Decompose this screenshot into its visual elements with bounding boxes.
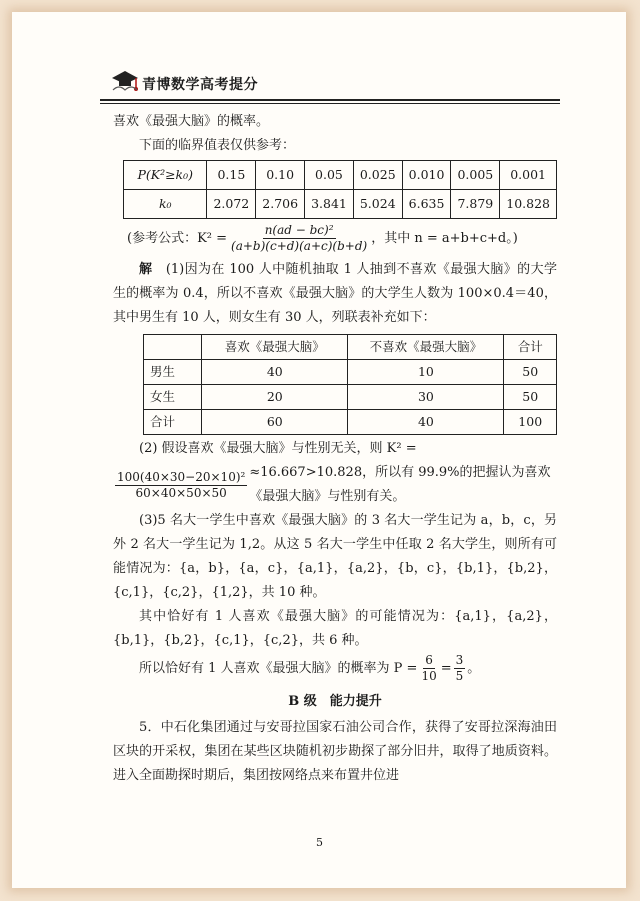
sentence-end: 。 [467,660,481,676]
table-header-row [144,335,557,360]
graduation-cap-logo-icon [110,66,140,94]
solution-part-3: (3)5 名大一学生中喜欢《最强大脑》的 3 名大一学生记为 a，b，c，另外 2 名大一学生记为 1,2。从这 5 名大一学生中任取 2 名大学生，则所有可能情况为：{a，b}，{a，c}，{a,1}，{a,2}，{b，c}，{b,1}，{b,2}，{c,1}，{c,2}，{1,2}，共 10 种。 [113,513,557,600]
table-cell: P(K²≥k₀) [124,161,207,190]
solution-part-2-formula [113,461,557,509]
table-cell: 女生 [144,385,202,410]
table-cell: k₀ [124,190,207,219]
question-5: 5．中石化集团通过与安哥拉国家石油公司合作，获得了安哥拉深海油田区块的开采权，集团在某些区块随机初步勘探了部分旧井，取得了地质资料。进入全面勘探时期后，集团按网络点来布置井位进 [113,720,557,783]
table-cell: 男生 [144,360,202,385]
solution-part-4: 其中恰好有 1 人喜欢《最强大脑》的可能情况为：{a,1}，{a,2}，{b,1}，{b,2}，{c,1}，{c,2}，共 6 种。 [113,609,557,648]
table-cell: 50 [504,385,557,410]
table-cell: 0.005 [451,161,500,190]
probability-fraction-1 [419,653,438,684]
table-row [144,360,557,385]
contingency-table [143,334,557,435]
brand-title: 青博数学高考提分 [142,77,258,93]
document-body [113,110,557,788]
fraction-denominator: 5 [455,669,464,683]
table-cell: 20 [202,385,348,410]
k-square-denominator: 60×40×50×50 [135,485,227,500]
header-rule-thick [100,99,560,101]
table-cell: 50 [504,360,557,385]
table-cell: 2.706 [256,190,305,219]
table-cell: 60 [202,410,348,435]
section-title: B 级 能力提升 [288,694,382,709]
table-cell: 0.05 [305,161,354,190]
table-row [144,410,557,435]
formula-suffix: ，其中 n = a+b+c+d。) [371,230,518,246]
solution-part-2-tail: ≈16.667>10.828，所以有 99.9%的把握认为喜欢《最强大脑》与性别有关。 [249,465,551,504]
probability-fraction-2 [454,653,466,684]
solution-part-5 [113,653,557,684]
k-square-fraction [115,470,247,501]
table-header-cell [144,335,202,360]
table-header-cell: 合计 [504,335,557,360]
formula-prefix: (参考公式：K² = [127,230,228,246]
reference-formula [127,223,557,254]
k-square-numerator: 100(40×30−20×10)² [117,469,246,484]
page-header [100,66,560,106]
equals-sign: = [440,660,452,676]
table-cell: 6.635 [402,190,451,219]
solution-part-1 [113,258,557,330]
critical-value-table [123,160,557,219]
table-header-cell: 喜欢《最强大脑》 [202,335,348,360]
table-cell: 40 [348,410,504,435]
table-cell: 0.025 [353,161,402,190]
table-cell: 100 [504,410,557,435]
table-cell: 2.072 [207,190,256,219]
table-reference-line: 下面的临界值表仅供参考： [139,138,296,153]
formula-fraction [229,223,369,254]
header-rule-thin [100,103,560,104]
probability-lead: 所以恰好有 1 人喜欢《最强大脑》的概率为 P = [139,660,418,676]
table-cell: 30 [348,385,504,410]
fraction-denominator: 10 [421,669,437,683]
table-cell: 5.024 [353,190,402,219]
table-header-cell: 不喜欢《最强大脑》 [348,335,504,360]
table-row [144,385,557,410]
solution-text: (1)因为在 100 人中随机抽取 1 人抽到不喜欢《最强大脑》的大学生的概率为 0.4，所以不喜欢《最强大脑》的大学生人数为 100×0.4＝40，其中男生有 10 人，则女生有 30 人，列联表补充如下： [113,262,557,325]
formula-numerator: n(ad − bc)² [264,223,334,237]
table-cell: 10 [348,360,504,385]
fraction-numerator: 3 [455,653,464,667]
table-cell: 7.879 [451,190,500,219]
table-cell: 10.828 [500,190,557,219]
table-cell: 0.010 [402,161,451,190]
table-cell: 0.001 [500,161,557,190]
solution-label: 解 [139,262,153,277]
table-cell: 0.15 [207,161,256,190]
page-number: 5 [316,836,323,849]
formula-denominator: (a+b)(c+d)(a+c)(b+d) [231,239,368,253]
fraction-numerator: 6 [425,653,433,667]
table-cell: 3.841 [305,190,354,219]
table-cell: 40 [202,360,348,385]
intro-line: 喜欢《最强大脑》的概率。 [113,114,270,129]
table-row [124,161,557,190]
table-cell: 合计 [144,410,202,435]
solution-part-2-lead: (2) 假设喜欢《最强大脑》与性别无关，则 K² = [139,441,417,456]
table-cell: 0.10 [256,161,305,190]
table-row [124,190,557,219]
